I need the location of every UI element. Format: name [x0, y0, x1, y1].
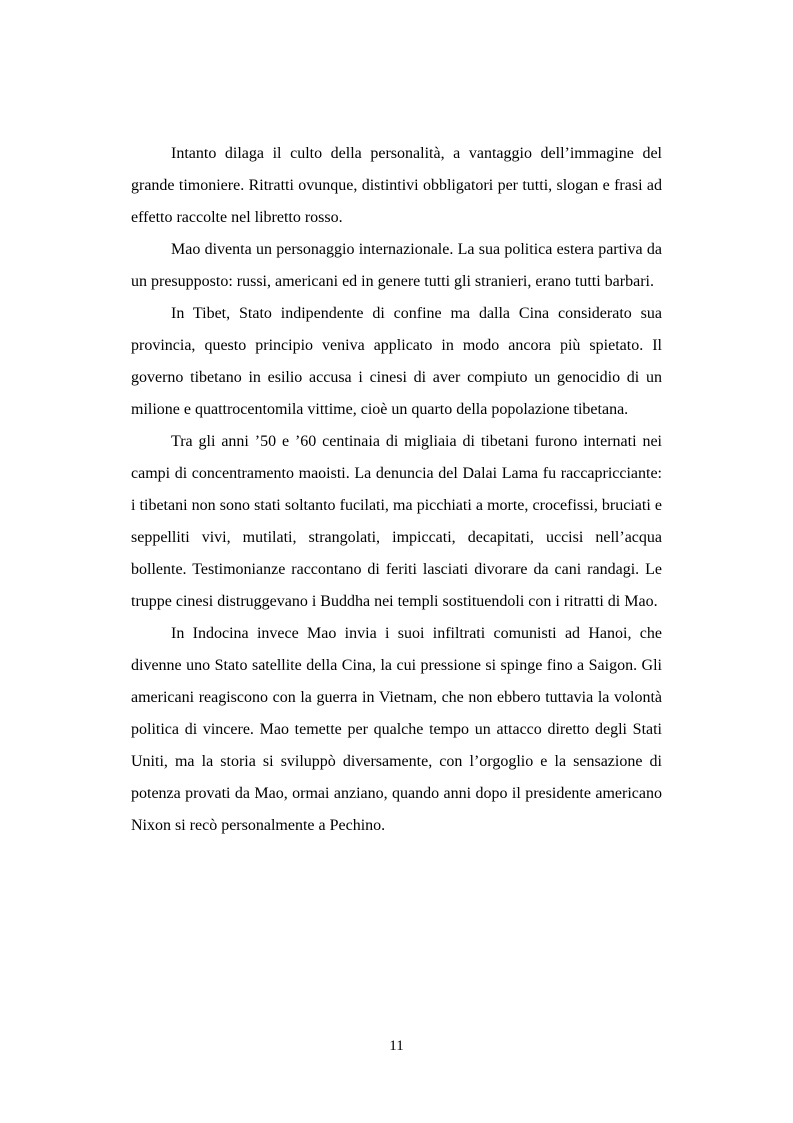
paragraph-mao-internazionale: Mao diventa un personaggio internazionale. La sua politica estera partiva da un presupposto: russi, americani ed in genere tutti gli stranieri, erano tutti barbari. — [131, 241, 662, 290]
page-number: 11 — [389, 1038, 404, 1054]
paragraph-culto-personalita: Intanto dilaga il culto della personalità, a vantaggio dell’immagine del grande timoniere. Ritratti ovunque, distintivi obbligatori per tutti, slogan e frasi ad effetto raccolte nel libretto rosso. — [131, 145, 662, 226]
paragraph-campi-concentramento: Tra gli anni ’50 e ’60 centinaia di migliaia di tibetani furono internati nei campi di concentramento maoisti. La denuncia del Dalai Lama fu raccapricciante: i tibetani non sono stati soltanto fucilati, ma picchiati a morte, crocefissi, bruciati e seppelliti vivi, mutilati, strangolati, impiccati, decapitati, uccisi nell’acqua bollente. Testimonianze raccontano di feriti lasciati divorare da cani randagi. Le truppe cinesi distruggevano i Buddha nei templi sostituendoli con i ritratti di Mao. — [131, 433, 662, 610]
paragraph-tibet: In Tibet, Stato indipendente di confine ma dalla Cina considerato sua provincia, questo principio veniva applicato in modo ancora più spietato. Il governo tibetano in esilio accusa i cinesi di aver compiuto un genocidio di un milione e quattrocentomila vittime, cioè un quarto della popolazione tibetana. — [131, 305, 662, 418]
paragraph-indocina: In Indocina invece Mao invia i suoi infiltrati comunisti ad Hanoi, che divenne uno Stato satellite della Cina, la cui pressione si spinge fino a Saigon. Gli americani reagiscono con la guerra in Vietnam, che non ebbero tuttavia la volontà politica di vincere. Mao temette per qualche tempo un attacco diretto degli Stati Uniti, ma la storia si sviluppò diversamente, con l’orgoglio e la sensazione di potenza provati da Mao, ormai anziano, quando anni dopo il presidente americano Nixon si recò personalmente a Pechino. — [131, 625, 662, 834]
page-body — [131, 138, 662, 842]
